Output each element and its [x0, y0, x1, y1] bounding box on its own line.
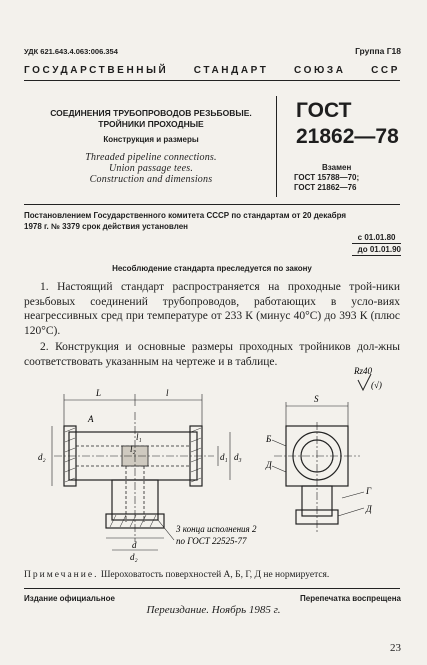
- roughness-check: (√): [371, 380, 382, 390]
- title-english: [36, 152, 266, 185]
- dim-l1: l₁: [136, 432, 142, 442]
- page-number: 23: [390, 642, 401, 654]
- roughness-icon: [358, 374, 371, 390]
- dim-d: d: [132, 540, 137, 550]
- replaces-block: [294, 163, 359, 193]
- title-en-line: Union passage tees.: [108, 163, 194, 174]
- subtitle-russian: Конструкция и размеры: [103, 135, 199, 144]
- surface-D-right: Д: [366, 504, 372, 514]
- title-en-line: Construction and dimensions: [89, 174, 213, 185]
- dim-d1: d₁: [220, 452, 228, 462]
- thread-note-2: по ГОСТ 22525-77: [176, 536, 247, 546]
- replaces-item: ГОСТ 21862—76: [294, 183, 357, 192]
- dim-l: l: [166, 388, 169, 398]
- decree-line: Постановлением Государственного комитета СССР по стандартам от 20 декабря: [24, 211, 347, 220]
- note-label: Примечание.: [24, 570, 99, 580]
- date-from: с 01.01.80: [352, 232, 401, 244]
- title-en-line: Threaded pipeline connections.: [85, 152, 217, 163]
- title-russian: [36, 108, 266, 130]
- banner-word: СОЮЗА: [294, 65, 346, 76]
- replaces-label: Взамен: [322, 163, 352, 172]
- thread-note-1: 3 конца исполнения 2: [176, 524, 257, 534]
- surface-B: Б: [266, 434, 272, 444]
- gost-label: ГОСТ: [296, 99, 352, 122]
- reissue-date: Переиздание. Ноябрь 1985 г.: [146, 604, 281, 616]
- official-edition: Издание официальное: [24, 594, 115, 603]
- surface-A: А: [88, 414, 94, 424]
- banner-word: ССР: [371, 65, 400, 76]
- divider: [24, 204, 400, 205]
- reprint-prohibited: Перепечатка воспрещена: [300, 594, 401, 603]
- decree-text: [24, 210, 400, 232]
- dim-d2-left: d₂: [38, 452, 46, 462]
- replaces-item: ГОСТ 15788—70;: [294, 173, 360, 182]
- note-text: Шероховатость поверхностей А, Б, Г, Д не нормируется.: [100, 570, 330, 580]
- tee-drawing: [24, 362, 404, 562]
- divider: [24, 80, 400, 81]
- surface-D: Д: [266, 460, 272, 470]
- banner-word: ГОСУДАРСТВЕННЫЙ: [24, 65, 169, 76]
- noncompliance-notice: Несоблюдение стандарта преследуется по закону: [112, 264, 312, 273]
- surface-G: Г: [366, 486, 372, 496]
- dim-d3: d₃: [234, 452, 242, 462]
- dim-S: S: [314, 394, 319, 404]
- date-to: до 01.01.90: [352, 244, 401, 256]
- thread-hatch: [65, 428, 201, 527]
- paragraph-1: 1. Настоящий стандарт распространяется на проходные трой-ники резьбовых соединений трубопроводов, работающих в усло-виях неагрессивных сред при температуре от 233 К (минус 40°С) до 393 К (плюс 120°С).: [24, 281, 400, 337]
- dim-L: L: [96, 388, 102, 398]
- divider: [24, 588, 400, 589]
- dim-l2: l₂: [130, 444, 136, 454]
- tee-front-view: [64, 426, 202, 528]
- validity-dates: [352, 232, 401, 256]
- dim-d2: d₂: [130, 552, 138, 562]
- note: [24, 570, 400, 580]
- gost-number: 21862—78: [296, 125, 399, 148]
- state-standard-banner: [24, 65, 400, 76]
- title-ru-line: ТРОЙНИКИ ПРОХОДНЫЕ: [98, 119, 204, 129]
- paragraph-2: 2. Конструкция и основные размеры проходных тройников дол-жны соответствовать указанным на чертеже и в таблице.: [24, 341, 400, 368]
- udk-code: УДК 621.643.4.063:006.354: [24, 47, 118, 56]
- decree-line: 1978 г. № 3379 срок действия установлен: [24, 222, 188, 231]
- title-ru-line: СОЕДИНЕНИЯ ТРУБОПРОВОДОВ РЕЗЬБОВЫЕ.: [50, 108, 252, 118]
- roughness-value: Rz40: [354, 366, 372, 376]
- banner-word: СТАНДАРТ: [193, 65, 269, 76]
- group-code: Группа Г18: [355, 46, 401, 56]
